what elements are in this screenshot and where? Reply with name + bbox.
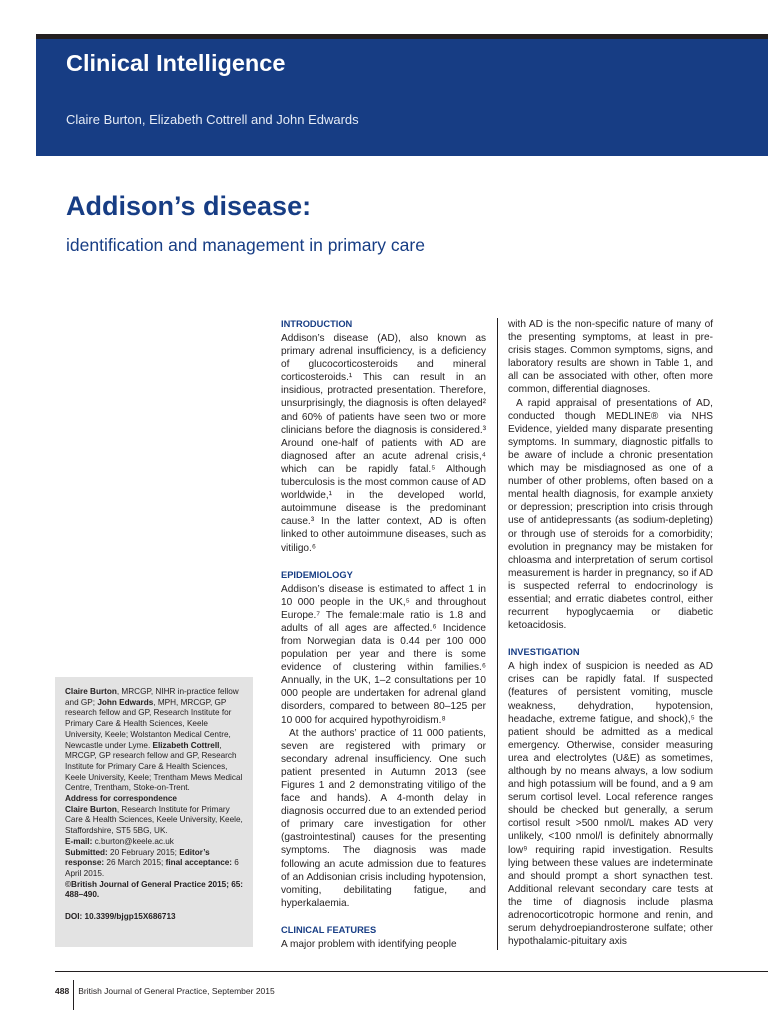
author-list: Claire Burton, Elizabeth Cottrell and John Edwards <box>66 112 359 127</box>
heading-epidemiology: EPIDEMIOLOGY <box>281 569 353 580</box>
page-number: 488 <box>55 986 70 996</box>
footer-rule <box>55 971 768 972</box>
article-subtitle: identification and management in primary care <box>66 235 425 255</box>
article-title: Addison’s disease: <box>66 191 312 221</box>
paragraph-continuation-2: A rapid appraisal of presentations of AD, conducted though MEDLINE® via NHS Evidence, yielded many disparate presenting symptoms. In summary, diagnostic pitfalls to be aware of include a chronic presentation which may be misdiagnosed as one of a number of other problems, often based on a mental health diagnosis, for example anxiety or depression; prescription into crisis through use of antidepressants (as sodium-depleting) or through use of steroids for a comorbidity; evolution in pregnancy may be mistaken for chloasma and interpretation of serum cortisol measurement is harder in pregnancy, so if AD is suspected referral to endocrinology is essential; and erratic diabetes control, either recurrent hypoglycaemia or diabetic ketoacidosis. <box>508 397 713 632</box>
correspondence-address: Claire Burton, Research Institute for Primary Care & Health Sciences, Keele University, Keele, Staffordshire, ST5 5BG, UK. <box>65 804 243 836</box>
page-footer <box>55 986 275 1010</box>
journal-name: British Journal of General Practice, September 2015 <box>78 986 275 996</box>
paragraph-epidemiology-2: At the authors’ practice of 11 000 patients, seven are registered with primary or secondary adrenal insufficiency. One such patient presented in Autumn 2013 (see Figures 1 and 2 demonstrating vitiligo of the face and hands). A 4-month delay in diagnosis occurred due to an extended period of primary care investigation for other (gastrointestinal) causes for the presenting symptoms. The diagnosis was made following an acute admission due to features of an Addisonian crisis including hypotension, vomiting, debilitating fatigue, and hyperkalaemia. <box>281 727 486 909</box>
submission-dates: Submitted: 20 February 2015; Editor’s response: 26 March 2015; final acceptance: 6 April 2015. <box>65 847 239 878</box>
heading-clinical-features: CLINICAL FEATURES <box>281 924 377 935</box>
correspondence-email: E-mail: c.burton@keele.ac.uk <box>65 836 174 846</box>
paragraph-investigation: A high index of suspicion is needed as AD crises can be rapidly fatal. If suspected (features of persistent vomiting, muscle weakness, dehydration, hypotension, headache, extreme fatigue, and shock),⁵ the patient should be admitted as a medical emergency. Otherwise, consider measuring urea and electrolytes (U&E) as sometimes, although by no means always, a low sodium and high potassium will be found, and a 9 am serum cortisol level. Local reference ranges should be checked but generally, a serum cortisol result >500 nmol/L makes AD very unlikely, <100 nmol/l is definitely abnormally low⁹ requiring rapid investigation. Results lying between these values are indeterminate and should prompt a short synacthen test. Additional relevant secondary care tests at the time of diagnosis include plasma adrenocorticotropic hormone and renin, and serum dehydroepiandrosterone sulfate; other hypothalamic-pituitary axis <box>508 661 713 948</box>
heading-investigation: INVESTIGATION <box>508 647 580 658</box>
correspondence-heading: Address for correspondence <box>65 794 177 804</box>
text-column-left <box>281 318 486 951</box>
author-info-box <box>55 677 253 947</box>
copyright-line: ©British Journal of General Practice 2015; 65: 488–490. <box>65 879 244 900</box>
heading-introduction: INTRODUCTION <box>281 319 353 329</box>
author-affiliations: Claire Burton, MRCGP, NIHR in-practice fellow and GP; John Edwards, MPH, MRCGP, GP research fellow and GP, Research Institute for Primary Care & Health Sciences, Keele University, Keele; Wolstanton Medical Centre, Newcastle under Lyme. Elizabeth Cottrell, MRCGP, GP research fellow and GP, Research Institute for Primary Care & Health Sciences, Keele University, Keele; Trentham Mews Medical Centre, Trentham, Stoke-on-Trent. <box>65 687 243 793</box>
paragraph-continuation-1: with AD is the non-specific nature of many of the presenting symptoms, at least in pre-crisis stages. Common symptoms, signs, and laboratory results are shown in Table 1, and all can be associated with other, often more common, differential diagnoses. <box>508 319 713 396</box>
paragraph-introduction: Addison’s disease (AD), also known as primary adrenal insufficiency, is a deficiency of glucocorticosteroids and mineral corticosteroids.¹ This can result in an insidious, protracted presentation. Therefore, unsurprisingly, the diagnosis is often delayed² and 60% of patients have seen two or more clinicians before the diagnosis is considered.³ Around one-half of patients with AD are diagnosed after an acute adrenal crisis,⁴ which can be rapidly fatal.⁵ Although tuberculosis is the most common cause of AD worldwide,¹ in the developed world, autoimmune disease is the predominant cause.³ In the latter context, AD is often linked to other autoimmune diseases, such as vitiligo.⁶ <box>281 333 486 554</box>
footer-divider <box>73 980 74 1010</box>
section-banner <box>36 39 768 156</box>
text-column-right <box>508 318 713 948</box>
section-label: Clinical Intelligence <box>66 50 286 76</box>
column-divider <box>497 318 498 950</box>
doi-line: DOI: 10.3399/bjgp15X686713 <box>65 912 176 922</box>
paragraph-epidemiology-1: Addison’s disease is estimated to affect 1 in 10 000 people in the UK,⁵ and throughout Europe.⁷ The female:male ratio is 1.8 and adults of all ages are affected.⁶ Incidence from Norwegian data is 0.44 per 100 000 population per year and there is some evidence of clustering within families.⁶ Annually, in the UK, 1–2 consultations per 10 000 people are undertaken for adrenal gland disorders, compared to between 80–125 per 10 000 for acquired hypothyroidism.⁸ <box>281 583 486 726</box>
paragraph-clinical-features: A major problem with identifying people <box>281 938 457 950</box>
